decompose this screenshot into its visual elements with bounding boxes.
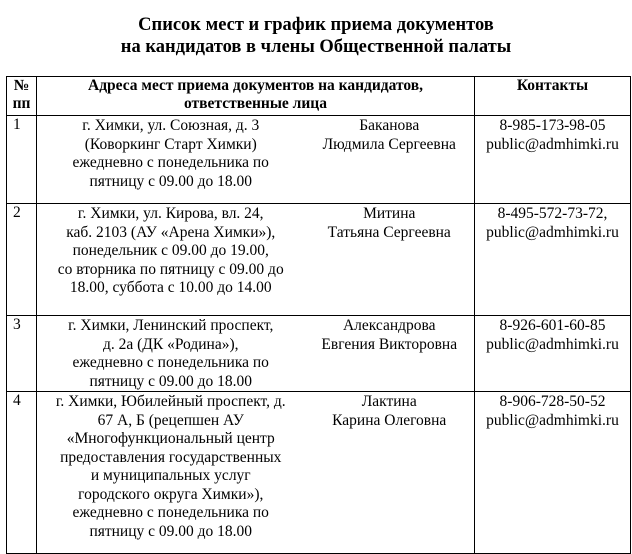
- person-line: Александрова: [342, 317, 436, 334]
- person-line: Карина Олеговна: [332, 411, 447, 429]
- responsible-person-cell: [305, 392, 475, 554]
- contact-line: public@admhimki.ru: [486, 223, 619, 241]
- contacts-cell: [475, 204, 631, 316]
- person-line: Евгения Викторовна: [321, 335, 458, 353]
- address-line: «Многофункциональный центр: [66, 430, 275, 447]
- contacts-cell: [475, 392, 631, 554]
- address-cell: [37, 392, 305, 554]
- header-address-line-1: Адреса мест приема документов на кандидатов,: [88, 77, 423, 94]
- header-num: [7, 77, 37, 116]
- person-line: Людмила Сергеевна: [322, 135, 456, 153]
- contact-line: 8-906-728-50-52: [499, 393, 606, 410]
- address-line: 67 А, Б (рецепшен АУ: [97, 411, 244, 429]
- header-num-line-2: пп: [12, 95, 31, 112]
- address-cell: [37, 116, 305, 204]
- address-line: понедельник с 09.00 до 19.00,: [72, 242, 269, 259]
- responsible-person-cell: [305, 316, 475, 392]
- row-number: 3: [7, 316, 37, 392]
- address-line: ежедневно с понедельника по: [72, 154, 269, 171]
- address-line: со вторника по пятницу с 09.00 до: [57, 260, 284, 278]
- address-cell: [37, 204, 305, 316]
- address-line: 18.00, суббота с 10.00 до 14.00: [69, 279, 272, 296]
- address-line: городского округа Химки»),: [78, 485, 264, 503]
- contact-line: 8-985-173-98-05: [499, 117, 606, 134]
- document-title: [0, 14, 632, 58]
- header-num-line-1: №: [13, 77, 30, 94]
- address-line: каб. 2103 (АУ «Арена Химки»),: [66, 223, 276, 241]
- person-line: Татьяна Сергеевна: [327, 223, 451, 241]
- address-cell: [37, 316, 305, 392]
- contact-line: public@admhimki.ru: [486, 411, 619, 429]
- address-line: д. 2а (ДК «Родина»),: [102, 335, 239, 353]
- person-line: Лактина: [361, 393, 417, 410]
- reception-schedule-table: [6, 76, 631, 554]
- responsible-person-cell: [305, 116, 475, 204]
- address-line: пятницу с 09.00 до 18.00: [89, 172, 253, 190]
- address-line: предоставления государственных: [60, 448, 282, 466]
- contacts-cell: [475, 116, 631, 204]
- contact-line: public@admhimki.ru: [486, 135, 619, 153]
- responsible-person-cell: [305, 204, 475, 316]
- table-row: [7, 392, 631, 554]
- address-line: г. Химки, ул. Союзная, д. 3: [82, 117, 260, 134]
- table-row: [7, 204, 631, 316]
- address-line: ежедневно с понедельника по: [72, 504, 269, 521]
- contact-line: 8-926-601-60-85: [499, 317, 606, 334]
- contacts-cell: [475, 316, 631, 392]
- title-line-2: на кандидатов в члены Общественной палаты: [120, 37, 512, 57]
- table-row: [7, 316, 631, 392]
- header-address: [37, 77, 475, 116]
- row-number: 2: [7, 204, 37, 316]
- contact-line: 8-495-572-73-72,: [497, 205, 608, 222]
- row-number: 1: [7, 116, 37, 204]
- person-line: Баканова: [359, 117, 420, 134]
- address-line: и муниципальных услуг: [90, 467, 251, 484]
- address-line: г. Химки, Юбилейный проспект, д.: [55, 393, 286, 410]
- title-line-1: Список мест и график приема документов: [138, 15, 494, 35]
- table-header-row: [7, 77, 631, 116]
- address-line: пятницу с 09.00 до 18.00: [89, 372, 253, 390]
- contact-line: public@admhimki.ru: [486, 335, 619, 353]
- address-line: ежедневно с понедельника по: [72, 354, 269, 371]
- address-line: пятницу с 09.00 до 18.00: [89, 522, 253, 540]
- header-contacts: Контакты: [475, 77, 631, 116]
- table-row: [7, 116, 631, 204]
- person-line: Митина: [363, 205, 416, 222]
- address-line: (Коворкинг Старт Химки): [84, 135, 257, 153]
- address-line: г. Химки, ул. Кирова, вл. 24,: [77, 205, 264, 222]
- address-line: г. Химки, Ленинский проспект,: [68, 317, 274, 334]
- row-number: 4: [7, 392, 37, 554]
- header-address-line-2: ответственные лица: [184, 95, 327, 112]
